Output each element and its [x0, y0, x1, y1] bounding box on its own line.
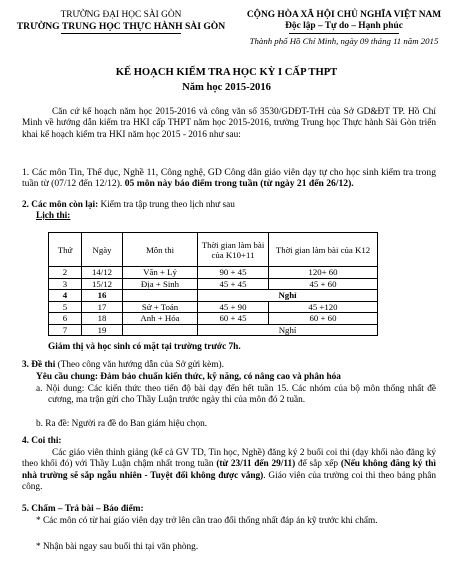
cell-day: 3: [49, 278, 82, 290]
cell-time-k12: 120+ 60: [269, 267, 378, 279]
cell-subject: Địa + Sinh: [123, 278, 198, 290]
section-3-requirement: [36, 372, 436, 383]
section-5-heading: 5. Chấm – Trả bài – Báo điểm:: [22, 504, 144, 514]
country-name: CỘNG HÒA XÃ HỘI CHỦ NGHĨA VIỆT NAM: [246, 10, 442, 20]
exam-schedule-table: [48, 232, 378, 336]
document-subtitle: Năm học 2015-2016: [182, 82, 271, 93]
cell-time-k12: 45 + 60: [269, 278, 378, 290]
cell-day: 2: [49, 267, 82, 279]
header-underline: [61, 33, 181, 34]
cell-time-k10-11: 45 + 90: [198, 301, 269, 313]
cell-subject: [123, 324, 198, 336]
col-header-day: Thứ: [49, 233, 82, 267]
cell-time-k10-11: 60 + 45: [198, 313, 269, 325]
table-row: [49, 267, 378, 279]
cell-date: 16: [82, 290, 123, 302]
school-name: TRƯỜNG TRUNG HỌC THỰC HÀNH SÀI GÒN: [16, 21, 226, 32]
section-2-text: Kiểm tra tập trung theo lịch như sau: [98, 200, 235, 210]
cell-date: 14/12: [82, 267, 123, 279]
section-4-text-a: Các giáo viên thỉnh giảng (kể cả GV TD, Tin học, Nghề) đăng ký 2 buổi coi thi (dạy khối nào đăng ký theo khối đó) với Thầy Luận chậm nhất trong tuần: [22, 448, 436, 470]
col-header-time-k10-11: Thời gian làm bài của K10+11: [198, 233, 269, 267]
national-motto: Độc lập – Tự do – Hạnh phúc: [285, 21, 403, 31]
section-5: [22, 504, 436, 515]
table-row-rest-day: [49, 324, 378, 336]
table-note-text: Giám thị và học sinh có mặt tại trường trước 7h.: [48, 342, 241, 352]
section-3-item-a: a. Nội dung: Các kiến thức theo tiến độ bài dạy đến hết tuần 15. Các nhóm của bộ môn thống nhất đề cương, ma trận gửi cho Thầy Luận trước ngày thi của môn đó 2 tuần.: [36, 384, 436, 406]
cell-subject: Văn + Lý: [123, 267, 198, 279]
cell-time-k12: 45 +120: [269, 301, 378, 313]
document-title: KẾ HOẠCH KIỂM TRA HỌC KỲ I CẤP THPT: [115, 67, 338, 78]
cell-rest: Nghỉ: [198, 324, 378, 336]
cell-rest: Nghỉ: [198, 290, 378, 302]
table-note: [48, 342, 436, 353]
section-3-item-b: b. Ra đề: Người ra đề do Ban giám hiệu chọn.: [36, 419, 208, 429]
intro-paragraph: Căn cứ kế hoạch năm học 2015-2016 và công văn số 3530/GDĐT-TrH của Sở GD&ĐT TP. Hồ Chí Minh về hướng dẫn kiểm tra HKI cấp THPT năm học 2015-2016, trường Trung học Thực hành Sài Gòn triển khai kế hoạch kiểm tra HKI năm học 2015 - 2016 như sau:: [22, 107, 436, 140]
section-1-text: 1. Các môn Tin, Thể dục, Nghề 11, Công nghệ, GD Công dân giáo viên dạy tự cho học sinh kiểm tra trong tuần từ (07/12 đến 12/12).: [22, 167, 436, 190]
table-row: [49, 278, 378, 290]
section-3: [22, 360, 436, 371]
cell-time-k12: 60 + 60: [269, 313, 378, 325]
schedule-label: Lịch thi:: [36, 211, 71, 221]
section-5-item-2: * Nhận bài ngay sau buổi thi tại văn phòng.: [36, 542, 199, 552]
section-3-text: (Theo công văn hướng dẫn của Sở gửi kèm).: [55, 360, 224, 370]
section-3-heading: 3. Đề thi: [22, 360, 56, 370]
table-row: [49, 301, 378, 313]
cell-subject: Sử + Toán: [123, 301, 198, 313]
table-header-row: [49, 233, 378, 267]
col-header-date: Ngày: [82, 233, 123, 267]
school-header: [6, 10, 236, 34]
col-header-subject: Môn thi: [123, 233, 198, 267]
section-4-bold-b: (Nếu không đăng ký thì nhà trường sẽ sắp ngẫu nhiên - Tuyệt đối không được vắng): [22, 459, 437, 481]
section-5-item-1: * Các môn có từ hai giáo viên dạy trở lên cần trao đổi thống nhất đáp án kỹ trước khi chấm.: [36, 516, 378, 526]
cell-date: 15/12: [82, 278, 123, 290]
section-1-bold: 05 môn này báo điểm trong tuần (từ ngày 21 đến 26/12).: [124, 178, 354, 190]
schedule-label-row: [36, 211, 450, 222]
section-4-text-c: . Giáo viên của trường coi thi theo bảng phân công.: [22, 470, 436, 492]
cell-time-k10-11: 45 + 45: [198, 278, 269, 290]
motto-underline: [289, 33, 399, 34]
section-2-heading: 2. Các môn còn lại:: [22, 200, 99, 210]
cell-day: 6: [49, 313, 82, 325]
table-row-rest-day: [49, 290, 378, 302]
section-4-bold-a: (từ 23/11 đến 29/11): [216, 459, 296, 470]
cell-subject: [123, 290, 198, 302]
section-4-body: [22, 448, 436, 493]
section-4: [22, 436, 436, 447]
document-date: Thành phố Hồ Chí Minh, ngày 09 tháng 11 năm 2015: [249, 36, 439, 46]
section-4-text-b: để sắp xếp: [295, 459, 341, 470]
table-row: [49, 313, 378, 325]
section-4-heading: 4. Coi thi:: [22, 436, 62, 446]
cell-day: 4: [49, 290, 82, 302]
section-3-requirement-text: Yêu cầu chung: Đảm bảo chuẩn kiến thức, kỹ năng, có nâng cao và phân hóa: [36, 372, 341, 382]
section-2: [22, 200, 436, 211]
national-header: [238, 10, 450, 47]
cell-date: 19: [82, 324, 123, 336]
cell-date: 18: [82, 313, 123, 325]
col-header-time-k12: Thời gian làm bài của K12: [269, 233, 378, 267]
cell-day: 7: [49, 324, 82, 336]
university-name: TRƯỜNG ĐẠI HỌC SÀI GÒN: [60, 10, 182, 20]
cell-day: 5: [49, 301, 82, 313]
cell-date: 17: [82, 301, 123, 313]
cell-time-k10-11: 90 + 45: [198, 267, 269, 279]
cell-subject: Anh + Hóa: [123, 313, 198, 325]
section-1: [22, 167, 436, 190]
